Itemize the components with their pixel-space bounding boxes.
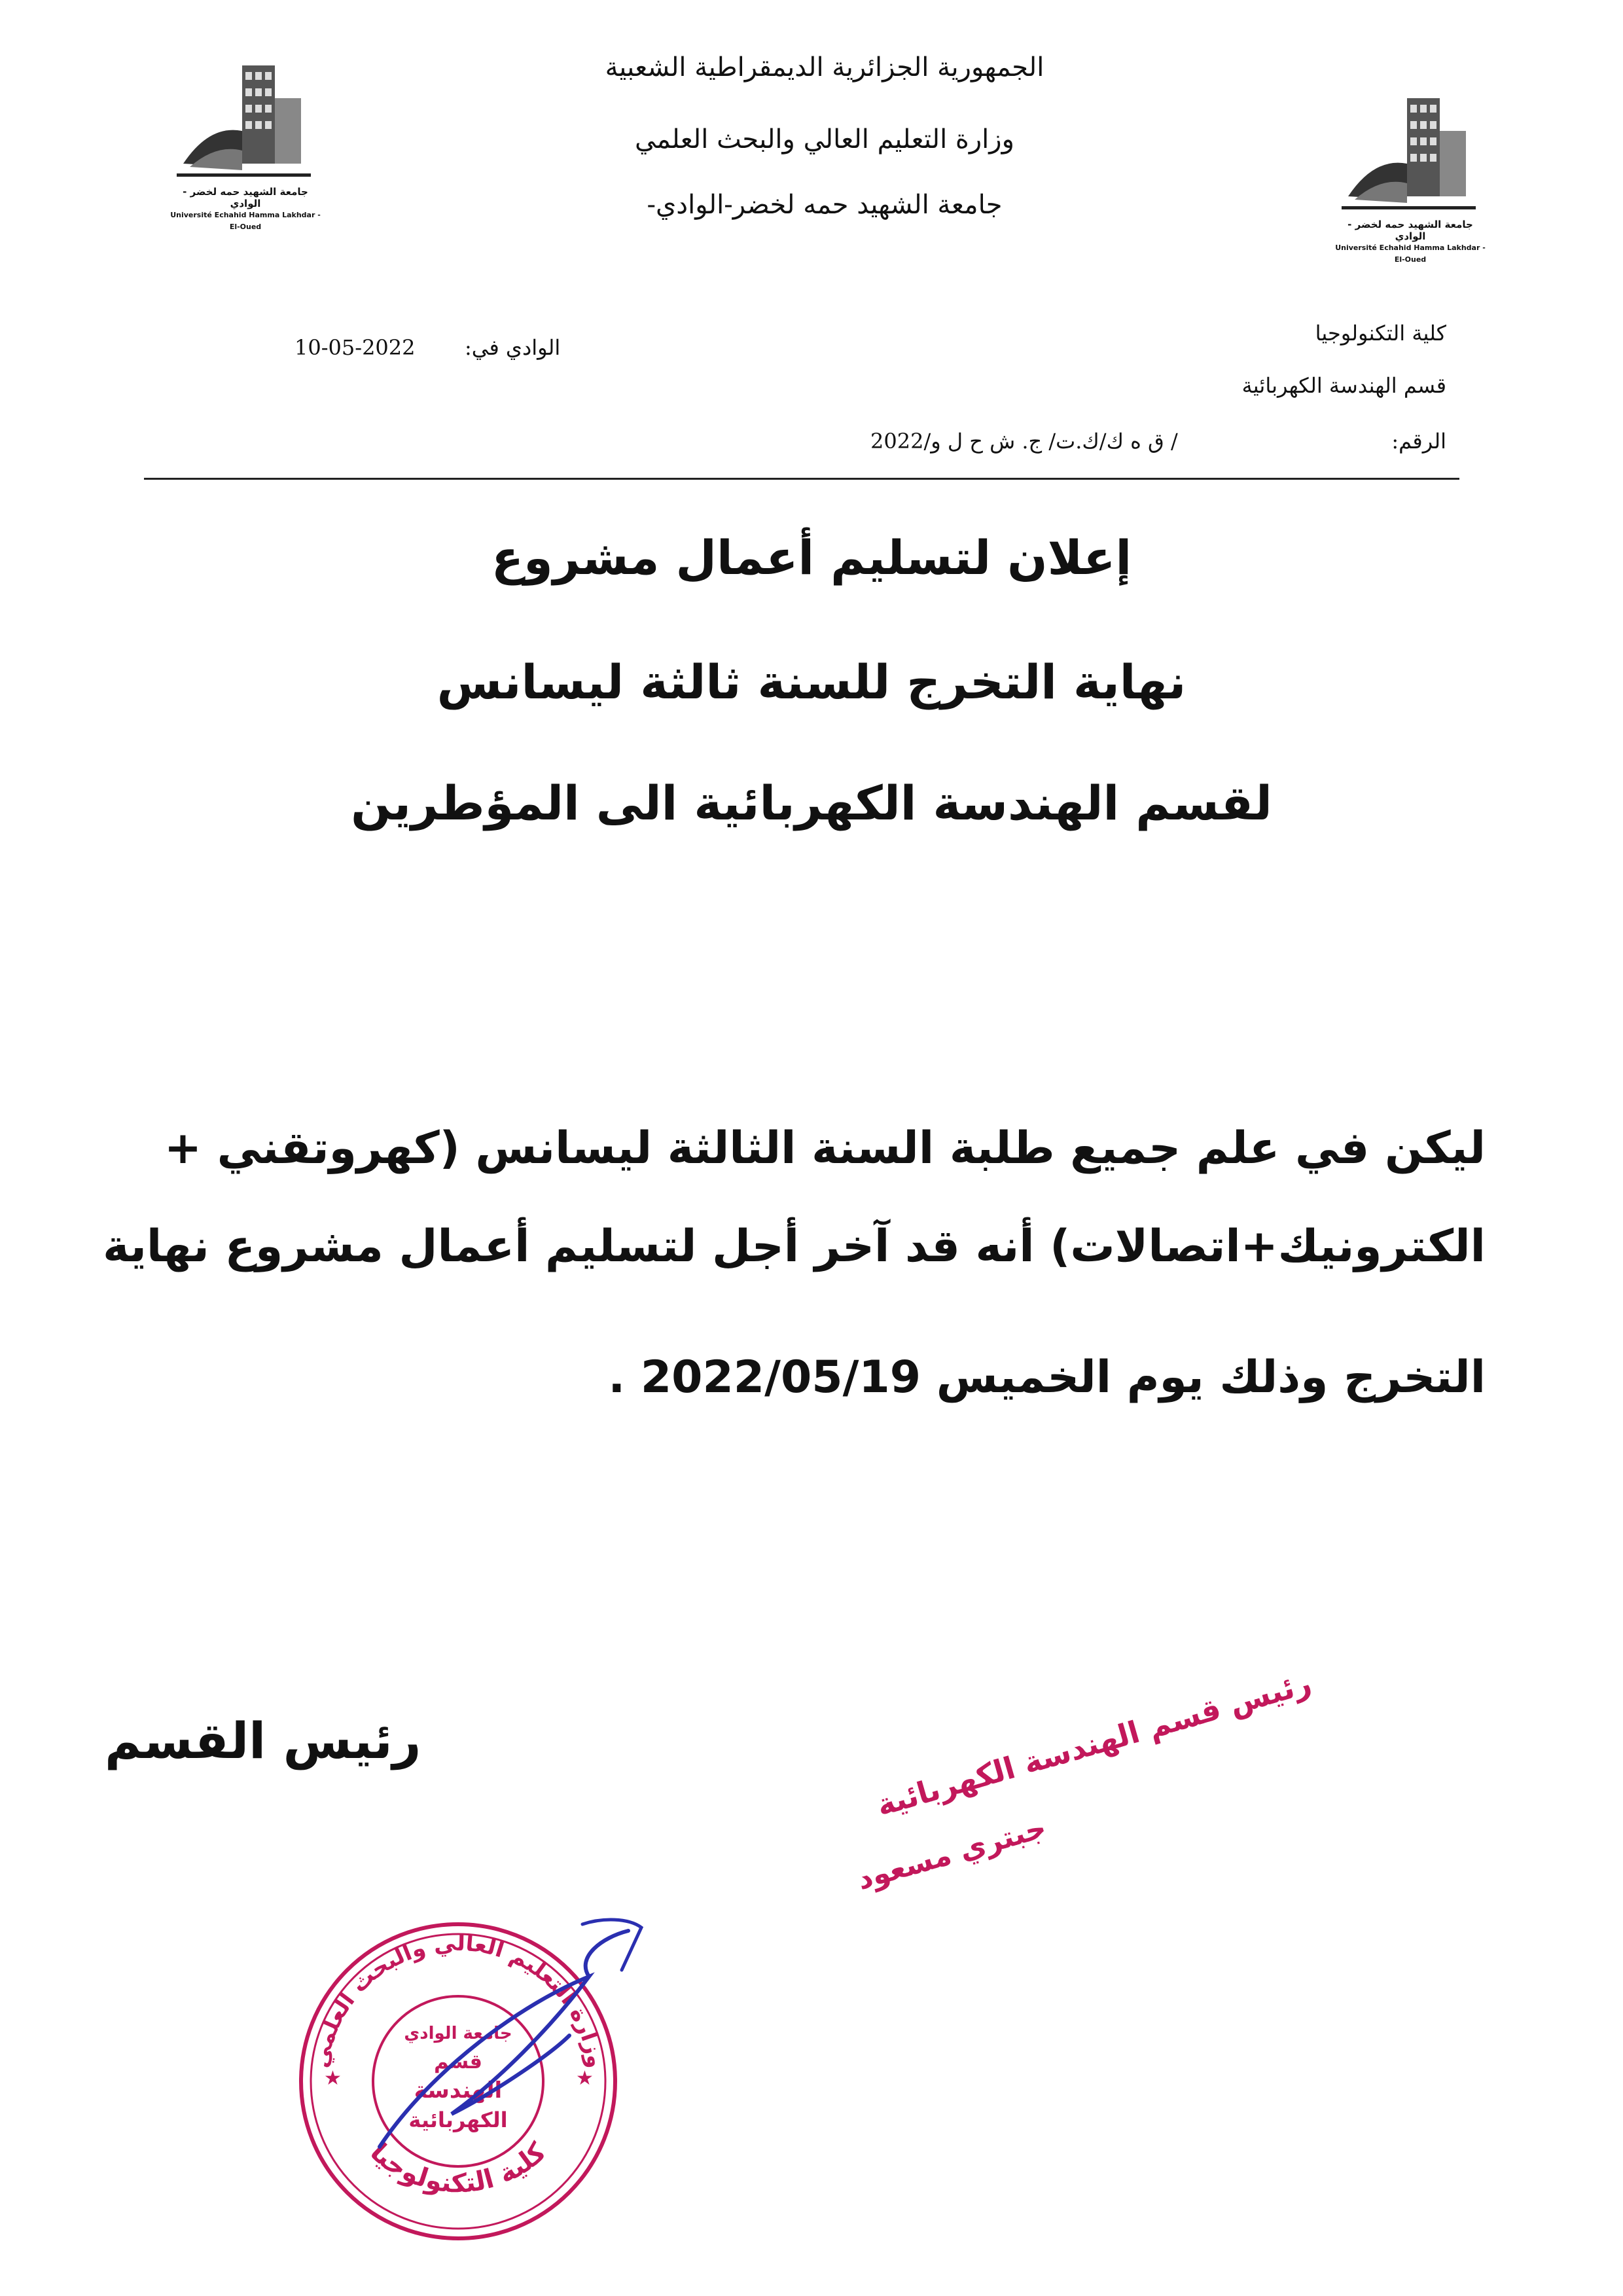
- logo-caption-fr: Université Echahid Hamma Lakhdar - El-Oued: [170, 211, 321, 231]
- svg-text:★: ★: [576, 2067, 594, 2090]
- body-line1: ليكن في علم جميع طلبة السنة الثالثة ليسانس (كهروتقني +: [164, 1122, 1486, 1174]
- university-logo-left: [170, 52, 321, 231]
- handwritten-signature: [353, 1898, 681, 2173]
- stamp-line2: جبتري مسعود: [853, 1810, 1050, 1897]
- university-logo-right: [1335, 85, 1486, 264]
- date-label: الوادي في:: [465, 335, 561, 360]
- body-line2: الكترونيك+اتصالات) أنه قد آخر أجل لتسليم أعمال مشروع نهاية: [103, 1221, 1486, 1272]
- round-stamp-outer-bottom: كلية التكنولوجيا: [364, 2137, 552, 2199]
- header-republic: الجمهورية الجزائرية الديمقراطية الشعبية: [605, 52, 1044, 82]
- announcement-title-line1: إعلان لتسليم أعمال مشروع: [491, 530, 1132, 585]
- round-stamp-inner-3: الهندسة: [414, 2077, 503, 2104]
- university-building-icon: [1335, 85, 1486, 216]
- round-stamp-inner-4: الكهربائية: [408, 2108, 508, 2132]
- reference-value: / ق ه ك/ك.ت/ ج. ش ح ل و/2022: [870, 429, 1178, 454]
- signature-title: رئيس القسم: [105, 1712, 421, 1770]
- date-value: 10-05-2022: [294, 335, 416, 360]
- round-stamp-inner-1: جامعة الوادي: [404, 2024, 512, 2043]
- announcement-title-line2: نهاية التخرج للسنة ثالثة ليسانس: [437, 655, 1186, 709]
- body-line3: التخرج وذلك يوم الخميس 2022/05/19 .: [608, 1352, 1486, 1403]
- stamp-line1: رئيس قسم الهندسة الكهربائية: [872, 1664, 1315, 1823]
- university-building-icon: [170, 52, 321, 183]
- round-stamp-inner-2: قسم: [434, 2051, 482, 2073]
- department-name: قسم الهندسة الكهربائية: [1241, 373, 1446, 398]
- round-stamp-outer-top: وزارة التعليم العالي والبحث العلمي: [307, 1929, 609, 2070]
- header-divider: [144, 478, 1459, 480]
- announcement-title-line3: لقسم الهندسة الكهربائية الى المؤطرين: [351, 776, 1272, 831]
- logo-caption-ar: جامعة الشهيد حمه لخضر - الوادي: [1347, 219, 1473, 242]
- logo-caption-fr: Université Echahid Hamma Lakhdar - El-Oued: [1335, 243, 1486, 264]
- logo-caption-ar: جامعة الشهيد حمه لخضر - الوادي: [183, 186, 308, 209]
- faculty-name: كلية التكنولوجيا: [1315, 321, 1446, 346]
- header-university: جامعة الشهيد حمه لخضر-الوادي-: [647, 190, 1003, 220]
- reference-label: الرقم:: [1391, 429, 1446, 454]
- svg-text:★: ★: [324, 2067, 342, 2090]
- header-ministry: وزارة التعليم العالي والبحث العلمي: [635, 124, 1014, 154]
